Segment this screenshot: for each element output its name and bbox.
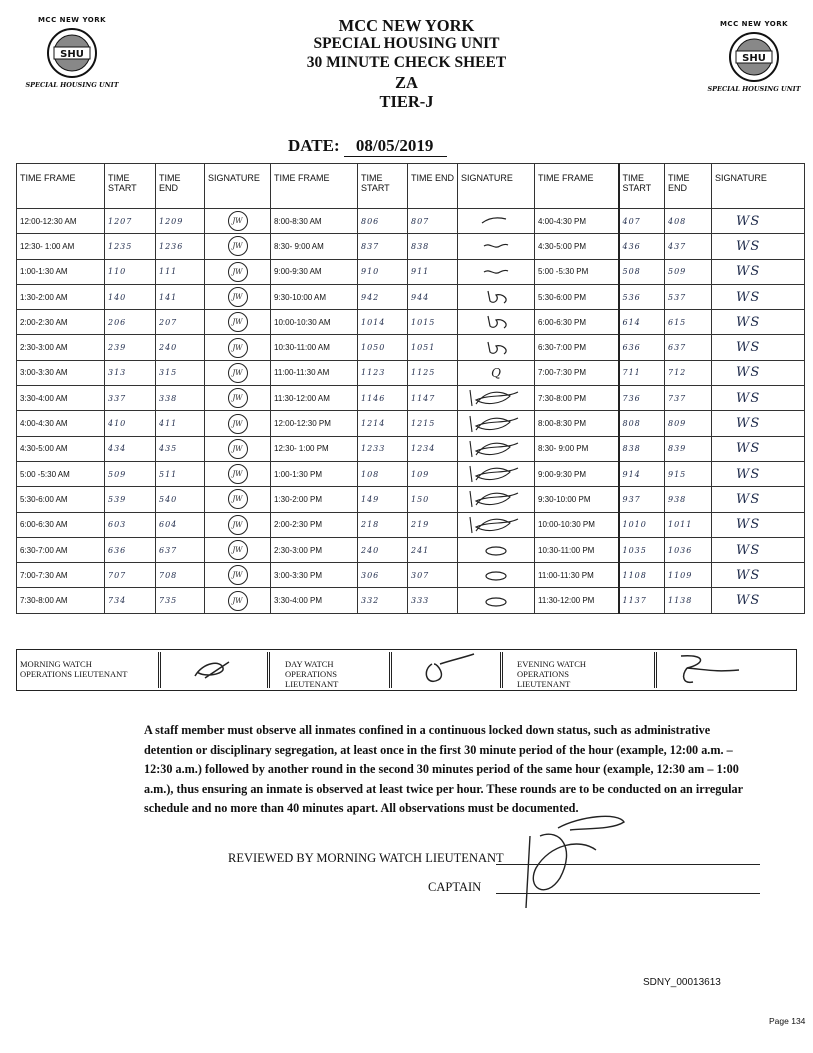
time-end-cell: 537 [665, 284, 712, 309]
logo-top-text: MCC NEW YORK [37, 16, 107, 24]
signature-cell [458, 537, 535, 562]
time-start-cell: 1123 [358, 360, 408, 385]
signature-cell [458, 436, 535, 461]
table-row [17, 588, 805, 613]
time-end-cell: 219 [408, 512, 458, 537]
col-time-frame: TIME FRAME [17, 164, 105, 209]
time-end-cell: 1125 [408, 360, 458, 385]
time-start-cell: 614 [619, 310, 665, 335]
signature-cell [205, 436, 271, 461]
time-end-cell: 1138 [665, 588, 712, 613]
initials-loop-icon [476, 289, 516, 305]
evening-initials-icon [657, 652, 777, 686]
time-frame-cell: 11:30-12:00 AM [271, 386, 358, 411]
time-frame-cell: 2:30-3:00 AM [17, 335, 105, 360]
signature-cell: WS [712, 487, 805, 512]
col-signature: SIGNATURE [712, 164, 805, 209]
signature-cell [205, 284, 271, 309]
facility-title: MCC NEW YORK [338, 16, 475, 35]
time-start-cell: 1050 [358, 335, 408, 360]
badge-text: SHU [742, 53, 766, 64]
time-end-cell: 735 [156, 588, 205, 613]
table-row [17, 259, 805, 284]
time-frame-cell: 5:30-6:00 AM [17, 487, 105, 512]
table-row [17, 563, 805, 588]
time-frame-cell: 9:00-9:30 PM [535, 461, 619, 486]
time-start-cell: 1108 [619, 563, 665, 588]
time-start-cell: 806 [358, 209, 408, 234]
time-end-cell: 839 [665, 436, 712, 461]
time-frame-cell: 8:30- 9:00 AM [271, 234, 358, 259]
time-frame-cell: 4:30-5:00 PM [535, 234, 619, 259]
signature-cell [205, 234, 271, 259]
table-header-row [17, 164, 805, 209]
time-start-cell: 536 [619, 284, 665, 309]
signature-cell: WS [712, 360, 805, 385]
time-end-cell: 435 [156, 436, 205, 461]
time-frame-cell: 7:30-8:00 PM [535, 386, 619, 411]
initials-scribble-icon [466, 464, 526, 484]
date-value: 08/05/2019 [344, 136, 447, 157]
day-watch-label: DAY WATCH OPERATIONS LIEUTENANT [285, 659, 339, 689]
initials-stroke-icon [476, 239, 516, 253]
table-row [17, 310, 805, 335]
time-start-cell: 539 [105, 487, 156, 512]
initials-stroke-icon [476, 214, 516, 228]
table-row [17, 461, 805, 486]
signature-cell [458, 386, 535, 411]
signature-cell [458, 461, 535, 486]
watch-signoff-row [16, 649, 797, 691]
time-start-cell: 636 [105, 537, 156, 562]
time-frame-cell: 2:30-3:00 PM [271, 537, 358, 562]
time-end-cell: 150 [408, 487, 458, 512]
table-row [17, 234, 805, 259]
time-frame-cell: 6:30-7:00 PM [535, 335, 619, 360]
evening-watch-signature [654, 652, 797, 688]
time-frame-cell: 5:30-6:00 PM [535, 284, 619, 309]
signature-cell [458, 487, 535, 512]
time-frame-cell: 7:00-7:30 PM [535, 360, 619, 385]
time-start-cell: 736 [619, 386, 665, 411]
time-end-cell: 240 [156, 335, 205, 360]
signature-cell [205, 360, 271, 385]
time-start-cell: 140 [105, 284, 156, 309]
time-frame-cell: 5:00 -5:30 AM [17, 461, 105, 486]
time-end-cell: 141 [156, 284, 205, 309]
check-sheet-table [16, 163, 805, 614]
signature-cell [458, 360, 535, 385]
date-label: DATE: [288, 136, 340, 155]
signature-cell [205, 335, 271, 360]
time-start-cell: 508 [619, 259, 665, 284]
time-end-cell: 1109 [665, 563, 712, 588]
initials-circle-icon: JW [228, 262, 248, 282]
time-frame-cell: 7:00-7:30 AM [17, 563, 105, 588]
time-end-cell: 1015 [408, 310, 458, 335]
signature-cell [458, 209, 535, 234]
time-start-cell: 306 [358, 563, 408, 588]
col-time-start: TIME START [619, 164, 665, 209]
unit-title: SPECIAL HOUSING UNIT [313, 35, 500, 52]
time-frame-cell: 2:00-2:30 PM [271, 512, 358, 537]
time-start-cell: 837 [358, 234, 408, 259]
signature-cell: WS [712, 234, 805, 259]
zone-title: ZA [395, 73, 418, 92]
initials-circle-icon: JW [228, 439, 248, 459]
time-frame-cell: 10:00-10:30 AM [271, 310, 358, 335]
time-frame-cell: 9:30-10:00 AM [271, 284, 358, 309]
time-frame-cell: 4:30-5:00 AM [17, 436, 105, 461]
initials-scribble-icon [466, 489, 526, 509]
time-end-cell: 604 [156, 512, 205, 537]
time-frame-cell: 12:30- 1:00 PM [271, 436, 358, 461]
time-frame-cell: 3:00-3:30 AM [17, 360, 105, 385]
initials-oval-icon [476, 568, 516, 582]
initials-loop-icon [476, 340, 516, 356]
logo-top-text: MCC NEW YORK [719, 20, 789, 28]
time-start-cell: 910 [358, 259, 408, 284]
signature-cell [458, 284, 535, 309]
time-end-cell: 109 [408, 461, 458, 486]
initials-oval-icon [476, 543, 516, 557]
time-start-cell: 110 [105, 259, 156, 284]
signature-cell [458, 234, 535, 259]
time-frame-cell: 9:30-10:00 PM [535, 487, 619, 512]
initials-circle-icon: JW [228, 388, 248, 408]
time-frame-cell: 3:00-3:30 PM [271, 563, 358, 588]
time-end-cell: 1215 [408, 411, 458, 436]
signature-cell [458, 512, 535, 537]
time-start-cell: 603 [105, 512, 156, 537]
time-end-cell: 809 [665, 411, 712, 436]
time-frame-cell: 1:00-1:30 AM [17, 259, 105, 284]
initials-circle-icon: JW [228, 540, 248, 560]
initials-loop-icon [476, 314, 516, 330]
captain-label: CAPTAIN [428, 880, 482, 894]
time-end-cell: 437 [665, 234, 712, 259]
col-time-end: TIME END [408, 164, 458, 209]
time-end-cell: 1236 [156, 234, 205, 259]
time-end-cell: 241 [408, 537, 458, 562]
time-frame-cell: 10:30-11:00 PM [535, 537, 619, 562]
logo-bottom-text: SPECIAL HOUSING UNIT [707, 85, 801, 93]
signature-cell [205, 386, 271, 411]
time-end-cell: 307 [408, 563, 458, 588]
table-row [17, 335, 805, 360]
time-end-cell: 838 [408, 234, 458, 259]
time-frame-cell: 10:30-11:00 AM [271, 335, 358, 360]
signature-cell: WS [712, 588, 805, 613]
time-start-cell: 808 [619, 411, 665, 436]
time-frame-cell: 12:00-12:30 PM [271, 411, 358, 436]
initials-scribble-icon [466, 414, 526, 434]
time-frame-cell: 1:00-1:30 PM [271, 461, 358, 486]
table-row [17, 360, 805, 385]
time-end-cell: 1051 [408, 335, 458, 360]
time-end-cell: 1036 [665, 537, 712, 562]
time-start-cell: 218 [358, 512, 408, 537]
table-row [17, 209, 805, 234]
signature-cell [205, 310, 271, 335]
col-time-frame: TIME FRAME [271, 164, 358, 209]
time-end-cell: 411 [156, 411, 205, 436]
time-end-cell: 511 [156, 461, 205, 486]
day-watch-signature [389, 652, 503, 688]
time-frame-cell: 7:30-8:00 AM [17, 588, 105, 613]
time-start-cell: 206 [105, 310, 156, 335]
signature-cell [205, 563, 271, 588]
signature-cell: WS [712, 512, 805, 537]
reviewed-label: REVIEWED BY MORNING WATCH LIEUTENANT [228, 851, 504, 865]
time-frame-cell: 1:30-2:00 PM [271, 487, 358, 512]
initials-circle-icon: JW [228, 363, 248, 383]
signature-cell [458, 588, 535, 613]
table-row [17, 487, 805, 512]
initials-circle-icon: JW [228, 489, 248, 509]
time-end-cell: 1234 [408, 436, 458, 461]
time-frame-cell: 11:00-11:30 PM [535, 563, 619, 588]
time-start-cell: 1010 [619, 512, 665, 537]
time-frame-cell: 8:00-8:30 AM [271, 209, 358, 234]
time-start-cell: 332 [358, 588, 408, 613]
time-frame-cell: 3:30-4:00 AM [17, 386, 105, 411]
table-row [17, 411, 805, 436]
time-end-cell: 944 [408, 284, 458, 309]
time-start-cell: 1235 [105, 234, 156, 259]
logo-bottom-text: SPECIAL HOUSING UNIT [25, 81, 119, 89]
morning-watch-signature [158, 652, 270, 688]
time-end-cell: 712 [665, 360, 712, 385]
signature-cell: WS [712, 310, 805, 335]
time-start-cell: 1137 [619, 588, 665, 613]
initials-scribble-icon [466, 388, 526, 408]
time-start-cell: 1146 [358, 386, 408, 411]
time-end-cell: 938 [665, 487, 712, 512]
signature-cell [205, 512, 271, 537]
col-time-end: TIME END [665, 164, 712, 209]
signature-cell [458, 335, 535, 360]
signature-cell: WS [712, 209, 805, 234]
time-end-cell: 509 [665, 259, 712, 284]
time-frame-cell: 5:00 -5:30 PM [535, 259, 619, 284]
time-start-cell: 838 [619, 436, 665, 461]
time-end-cell: 615 [665, 310, 712, 335]
time-end-cell: 637 [665, 335, 712, 360]
time-start-cell: 636 [619, 335, 665, 360]
time-frame-cell: 10:00-10:30 PM [535, 512, 619, 537]
initials-oval-icon [476, 594, 516, 608]
time-frame-cell: 4:00-4:30 PM [535, 209, 619, 234]
signature-cell [205, 209, 271, 234]
time-start-cell: 937 [619, 487, 665, 512]
col-signature: SIGNATURE [205, 164, 271, 209]
table-row [17, 436, 805, 461]
time-end-cell: 111 [156, 259, 205, 284]
instructions-paragraph: A staff member must observe all inmates confined in a continuous locked down status, such as administrative detention or disciplinary segregation, at least once in the first 30 minute period of the hour (example, 12:00 a.m. – 12:30 a.m.) followed by another round in the second 30 minutes period of the same hour (example, 12:30 am – 1:00 a.m.), thus ensuring an inmate is observed at least twice per hour. These rounds are to be conducted on an irregular schedule and no more than 40 minutes apart. All observations must be documented. [144, 723, 743, 815]
time-start-cell: 914 [619, 461, 665, 486]
col-time-start: TIME START [105, 164, 156, 209]
initials-q-icon: Q [491, 365, 501, 380]
time-frame-cell: 6:30-7:00 AM [17, 537, 105, 562]
signature-cell: WS [712, 461, 805, 486]
time-end-cell: 807 [408, 209, 458, 234]
evening-watch-label: EVENING WATCH OPERATIONS LIEUTENANT [517, 659, 587, 689]
time-frame-cell: 11:00-11:30 AM [271, 360, 358, 385]
signature-cell [458, 310, 535, 335]
time-frame-cell: 1:30-2:00 AM [17, 284, 105, 309]
initials-circle-icon: JW [228, 464, 248, 484]
time-end-cell: 408 [665, 209, 712, 234]
time-start-cell: 434 [105, 436, 156, 461]
time-frame-cell: 6:00-6:30 PM [535, 310, 619, 335]
signature-cell: WS [712, 537, 805, 562]
time-frame-cell: 2:00-2:30 AM [17, 310, 105, 335]
time-end-cell: 737 [665, 386, 712, 411]
time-start-cell: 707 [105, 563, 156, 588]
page-number: Page 134 [769, 1016, 806, 1026]
col-signature: SIGNATURE [458, 164, 535, 209]
signature-cell: WS [712, 436, 805, 461]
time-end-cell: 915 [665, 461, 712, 486]
time-end-cell: 1209 [156, 209, 205, 234]
date-row [288, 136, 447, 157]
signature-cell [458, 563, 535, 588]
signature-cell: WS [712, 563, 805, 588]
morning-initials-icon [161, 652, 261, 686]
time-frame-cell: 12:00-12:30 AM [17, 209, 105, 234]
signature-cell [205, 259, 271, 284]
time-end-cell: 333 [408, 588, 458, 613]
time-start-cell: 410 [105, 411, 156, 436]
time-frame-cell: 8:00-8:30 PM [535, 411, 619, 436]
signature-cell: WS [712, 411, 805, 436]
col-time-frame: TIME FRAME [535, 164, 619, 209]
time-frame-cell: 11:30-12:00 PM [535, 588, 619, 613]
time-frame-cell: 6:00-6:30 AM [17, 512, 105, 537]
time-end-cell: 637 [156, 537, 205, 562]
time-end-cell: 911 [408, 259, 458, 284]
signature-cell: WS [712, 284, 805, 309]
time-end-cell: 540 [156, 487, 205, 512]
captain-signature-icon [500, 808, 630, 918]
time-start-cell: 734 [105, 588, 156, 613]
initials-circle-icon: JW [228, 515, 248, 535]
signature-cell: WS [712, 335, 805, 360]
time-start-cell: 407 [619, 209, 665, 234]
initials-scribble-icon [466, 515, 526, 535]
time-end-cell: 1147 [408, 386, 458, 411]
time-frame-cell: 3:30-4:00 PM [271, 588, 358, 613]
signature-cell [205, 537, 271, 562]
time-start-cell: 108 [358, 461, 408, 486]
signature-cell [205, 411, 271, 436]
time-end-cell: 708 [156, 563, 205, 588]
morning-watch-label: MORNING WATCH OPERATIONS LIEUTENANT [20, 659, 128, 679]
time-start-cell: 1233 [358, 436, 408, 461]
table-row [17, 512, 805, 537]
signature-cell [458, 411, 535, 436]
time-start-cell: 509 [105, 461, 156, 486]
time-frame-cell: 8:30- 9:00 PM [535, 436, 619, 461]
initials-circle-icon: JW [228, 312, 248, 332]
initials-stroke-icon [476, 265, 516, 279]
tier-title: TIER-J [379, 92, 434, 111]
initials-circle-icon: JW [228, 338, 248, 358]
time-start-cell: 1014 [358, 310, 408, 335]
signature-cell [205, 588, 271, 613]
time-end-cell: 338 [156, 386, 205, 411]
time-start-cell: 436 [619, 234, 665, 259]
badge-text: SHU [60, 49, 84, 60]
time-start-cell: 711 [619, 360, 665, 385]
time-start-cell: 1214 [358, 411, 408, 436]
initials-circle-icon: JW [228, 211, 248, 231]
initials-scribble-icon [466, 439, 526, 459]
time-frame-cell: 4:00-4:30 AM [17, 411, 105, 436]
time-start-cell: 149 [358, 487, 408, 512]
time-frame-cell: 9:00-9:30 AM [271, 259, 358, 284]
time-start-cell: 240 [358, 537, 408, 562]
time-end-cell: 1011 [665, 512, 712, 537]
col-time-start: TIME START [358, 164, 408, 209]
signature-cell [205, 461, 271, 486]
time-start-cell: 239 [105, 335, 156, 360]
day-initials-icon [392, 652, 492, 686]
table-row [17, 537, 805, 562]
document-id: SDNY_00013613 [643, 977, 721, 988]
time-start-cell: 313 [105, 360, 156, 385]
initials-circle-icon: JW [228, 287, 248, 307]
time-start-cell: 1035 [619, 537, 665, 562]
time-start-cell: 1207 [105, 209, 156, 234]
sheet-title: 30 MINUTE CHECK SHEET [306, 54, 507, 71]
time-end-cell: 207 [156, 310, 205, 335]
table-row [17, 284, 805, 309]
table-row [17, 386, 805, 411]
signature-cell: WS [712, 386, 805, 411]
col-time-end: TIME END [156, 164, 205, 209]
initials-circle-icon: JW [228, 236, 248, 256]
signature-cell: WS [712, 259, 805, 284]
initials-circle-icon: JW [228, 591, 248, 611]
time-start-cell: 942 [358, 284, 408, 309]
initials-circle-icon: JW [228, 414, 248, 434]
time-frame-cell: 12:30- 1:00 AM [17, 234, 105, 259]
signature-cell [205, 487, 271, 512]
time-start-cell: 337 [105, 386, 156, 411]
signature-cell [458, 259, 535, 284]
initials-circle-icon: JW [228, 565, 248, 585]
time-end-cell: 315 [156, 360, 205, 385]
